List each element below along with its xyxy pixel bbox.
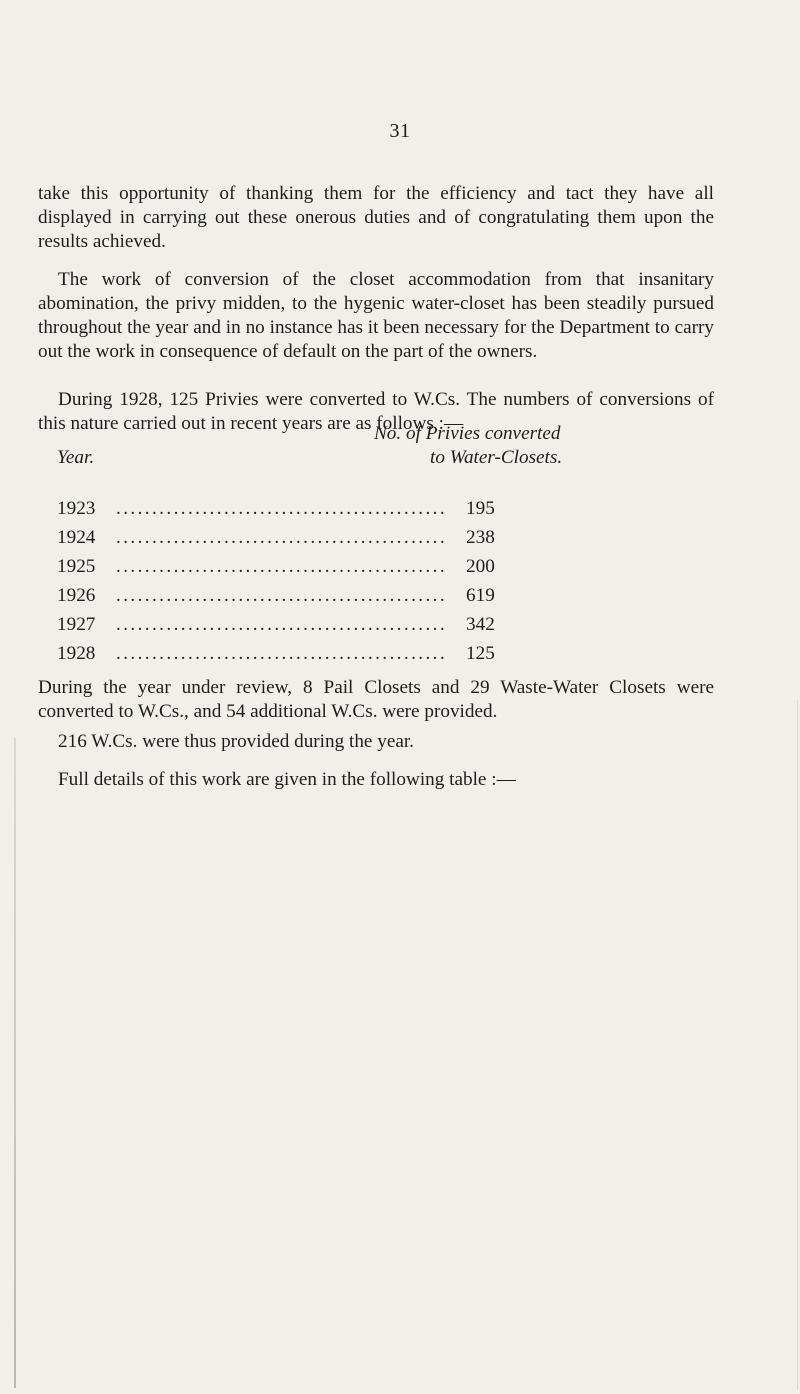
paragraph-wcs-provided: 216 W.Cs. were thus provided during the year.: [58, 731, 414, 752]
conversions-column-header: [374, 422, 714, 470]
page-number: 31: [389, 120, 411, 142]
table-row: [57, 641, 495, 667]
paragraph-thanks: take this opportunity of thanking them for the efficiency and tact they have all displayed in carrying out these onerous duties and of congratulating them upon the results achieved.: [38, 183, 714, 252]
row-year: 1923: [57, 498, 96, 519]
dot-leader: ..............................................: [116, 643, 448, 664]
binding-edge-shadow: [14, 738, 16, 1388]
dot-leader: ..............................................: [116, 585, 448, 606]
row-year: 1926: [57, 585, 96, 606]
paragraph-closet-conversion: The work of conversion of the closet accommodation from that insanitary abomination, the privy midden, to the hygenic water-closet has been steadily pursued throughout the year and in no instance has it been necessary for the Department to carry out the work in consequence of default on the part of the owners.: [38, 269, 714, 362]
table-row: [57, 496, 495, 522]
row-value: 125: [466, 643, 495, 664]
table-row: [57, 583, 495, 609]
dot-leader: ..............................................: [116, 614, 448, 635]
page-edge-shadow: [797, 700, 798, 1390]
dot-leader: ..............................................: [116, 498, 448, 519]
conversions-header-line1: No. of Privies converted: [374, 423, 561, 444]
dot-leader: ..............................................: [116, 556, 448, 577]
year-column-header: Year.: [57, 447, 95, 468]
row-year: 1925: [57, 556, 96, 577]
paragraph-full-details: Full details of this work are given in the following table :—: [58, 769, 516, 790]
paragraph-pail-closets: During the year under review, 8 Pail Closets and 29 Waste-Water Closets were converted to W.Cs., and 54 additional W.Cs. were provided.: [38, 677, 714, 722]
table-row: [57, 554, 495, 580]
row-value: 238: [466, 527, 495, 548]
row-year: 1924: [57, 527, 96, 548]
dot-leader: ..............................................: [116, 527, 448, 548]
row-value: 200: [466, 556, 495, 577]
paragraph-privies-1928: During 1928, 125 Privies were converted to W.Cs. The numbers of conversions of this nature carried out in recent years are as follows :—: [38, 389, 714, 434]
row-value: 342: [466, 614, 495, 635]
conversions-header-line2: to Water-Closets.: [430, 447, 563, 468]
row-year: 1928: [57, 643, 96, 664]
table-row: [57, 612, 495, 638]
row-year: 1927: [57, 614, 96, 635]
row-value: 195: [466, 498, 495, 519]
table-row: [57, 525, 495, 551]
row-value: 619: [466, 585, 495, 606]
